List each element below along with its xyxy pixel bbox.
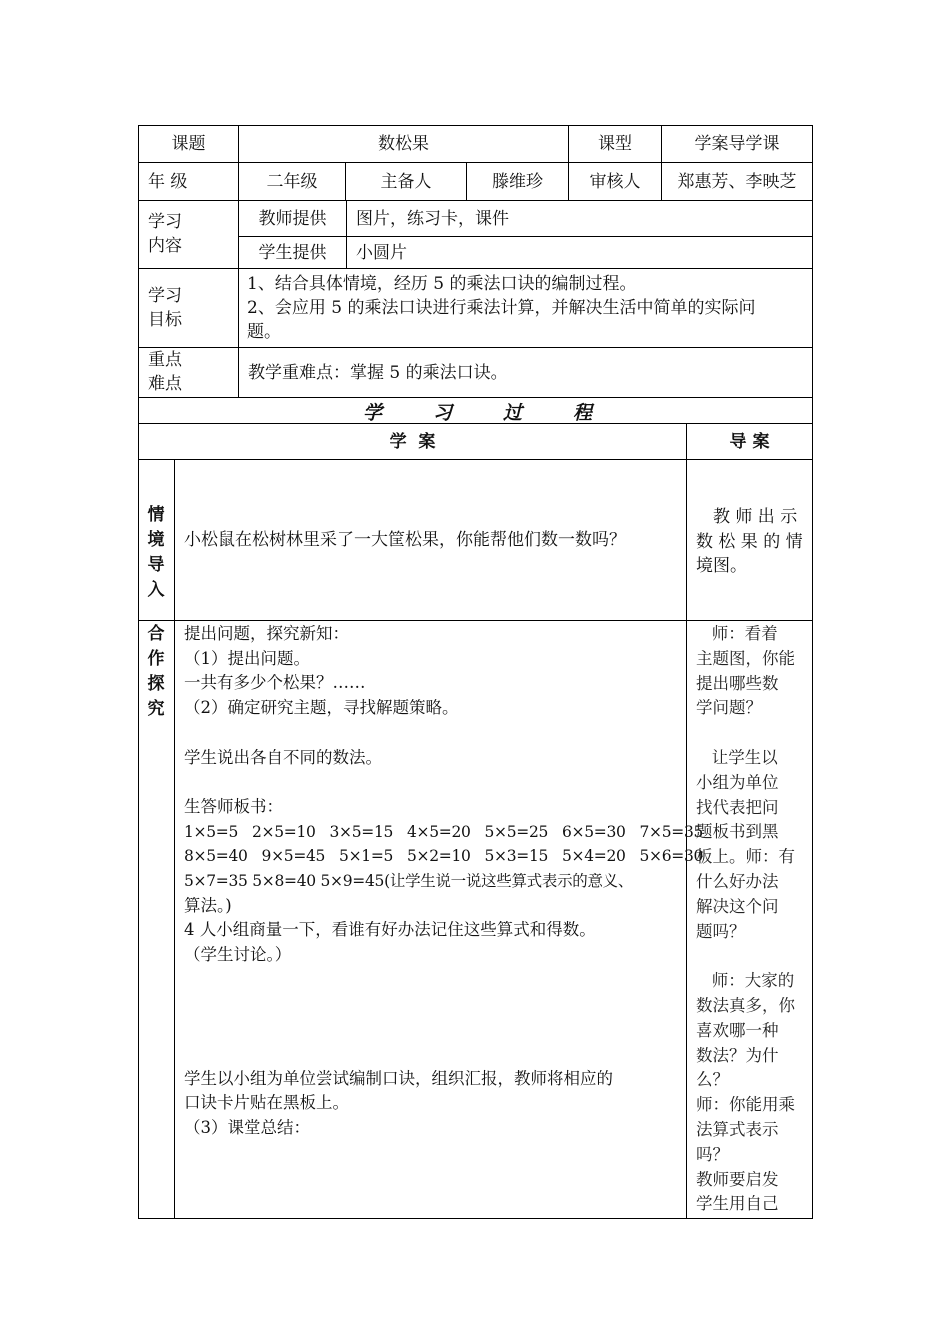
guide-line: 题吗？ (696, 921, 746, 941)
guide-line: 吗？ (696, 1144, 729, 1164)
study-line: 算法。) (184, 895, 232, 915)
intro-guide-text: 教 师 出 示 数 松 果 的 情 境图。 (696, 507, 803, 576)
key-points-value: 教学重难点：掌握 5 的乘法口诀。 (248, 362, 508, 383)
guide-line: 小组为单位 (696, 772, 779, 792)
topic-value: 数松果 (378, 134, 429, 154)
student-provides-value: 小圆片 (356, 242, 407, 263)
process-title-char: 习 (433, 402, 453, 424)
guide-plan-header: 导 案 (729, 431, 770, 452)
guide-line: 主题图，你能 (696, 648, 795, 668)
topic-label: 课题 (171, 134, 206, 154)
teacher-provides-label: 教师提供 (258, 208, 327, 229)
key-points-label: 重点 难点 (148, 350, 182, 394)
guide-line (696, 721, 810, 746)
process-title (139, 398, 812, 423)
study-line (184, 1017, 684, 1042)
process-title-char: 过 (503, 402, 523, 424)
goals-label: 学习 目标 (148, 286, 182, 330)
study-line: 1×5=5 2×5=10 3×5=15 4×5=20 5×5=25 6×5=30 7×5=35 (184, 822, 704, 841)
guide-line: 什么好办法 (696, 871, 779, 891)
study-line: 5×7=35 5×8=40 5×9=45(让学生说一说这些算式表示的意义、 (184, 872, 634, 891)
preparer-value: 滕维珍 (492, 171, 543, 192)
guide-line: 师：大家的 (696, 971, 795, 991)
study-line: 一共有多少个松果？…… (184, 673, 366, 693)
intro-section-label: 情 境 导 入 (147, 505, 165, 600)
guide-line: 师：看着 (696, 624, 778, 643)
explore-guide-text (696, 622, 810, 1217)
lesson-type-value: 学案导学课 (694, 134, 780, 154)
study-line (184, 968, 684, 993)
content-label: 学习 内容 (148, 212, 182, 256)
preparer-label: 主备人 (380, 171, 432, 192)
study-line: 4 人小组商量一下，看谁有好办法记住这些算式和得数。 (184, 920, 596, 940)
lesson-type-label: 课型 (598, 134, 632, 154)
process-title-char: 程 (573, 402, 593, 424)
guide-line: 教师要启发 (696, 1169, 779, 1189)
guide-line: 让学生以 (696, 747, 778, 767)
student-provides-label: 学生提供 (258, 242, 327, 263)
guide-line: 师：你能用乘 (696, 1095, 795, 1115)
guide-line: 数法？为什 (696, 1045, 779, 1065)
teacher-provides-value: 图片，练习卡，课件 (356, 208, 509, 229)
guide-line: 学生用自己 (696, 1194, 779, 1214)
study-line: 学生以小组为单位尝试编制口诀，组织汇报，教师将相应的 (184, 1068, 613, 1088)
guide-line: 找代表把问 (696, 797, 779, 817)
study-line: （3）课堂总结： (184, 1118, 310, 1138)
guide-line: 提出哪些数 (696, 673, 779, 693)
grade-value: 二年级 (266, 171, 318, 192)
reviewer-value: 郑惠芳、李映芝 (677, 171, 797, 192)
guide-line: 学问题？ (696, 698, 762, 718)
study-line (184, 993, 684, 1018)
guide-line: 么？ (696, 1070, 729, 1090)
guide-line: 解决这个问 (696, 896, 779, 916)
guide-line: 题板书到黑 (696, 822, 779, 842)
guide-line: 数法真多，你 (696, 995, 795, 1015)
study-line: 生答师板书： (184, 796, 283, 816)
guide-line: 法算式表示 (696, 1119, 779, 1139)
study-line: （学生讨论。） (184, 945, 292, 965)
guide-line: 板上。师：有 (696, 847, 795, 867)
reviewer-label: 审核人 (589, 171, 641, 192)
explore-study-text (184, 622, 704, 1141)
study-line: （1）提出问题。 (184, 648, 310, 668)
guide-line (696, 944, 810, 969)
study-line: 学生说出各自不同的数法。 (184, 747, 382, 767)
grade-label: 年 级 (148, 171, 188, 192)
study-plan-header: 学 案 (389, 431, 436, 452)
explore-section-label: 合 作 探 究 (147, 624, 165, 719)
intro-text: 小松鼠在松树林里采了一大筐松果，你能帮他们数一数吗？ (184, 530, 626, 550)
study-line: 口诀卡片贴在黑板上。 (184, 1093, 349, 1113)
guide-line: 喜欢哪一种 (696, 1020, 779, 1040)
study-line: 8×5=40 9×5=45 5×1=5 5×2=10 5×3=15 5×4=20 5×6=30 (184, 847, 704, 866)
study-line (184, 770, 684, 795)
process-title-char: 学 (363, 402, 383, 424)
study-line: （2）确定研究主题，寻找解题策略。 (184, 698, 459, 718)
study-line: 提出问题，探究新知： (184, 624, 349, 643)
study-line (184, 721, 684, 746)
study-line (184, 1042, 684, 1067)
goals-text: 1、结合具体情境，经历 5 的乘法口诀的编制过程。 2、会应用 5 的乘法口诀进行乘法计算，并解决生活中简单的实际问 题。 (247, 274, 756, 342)
